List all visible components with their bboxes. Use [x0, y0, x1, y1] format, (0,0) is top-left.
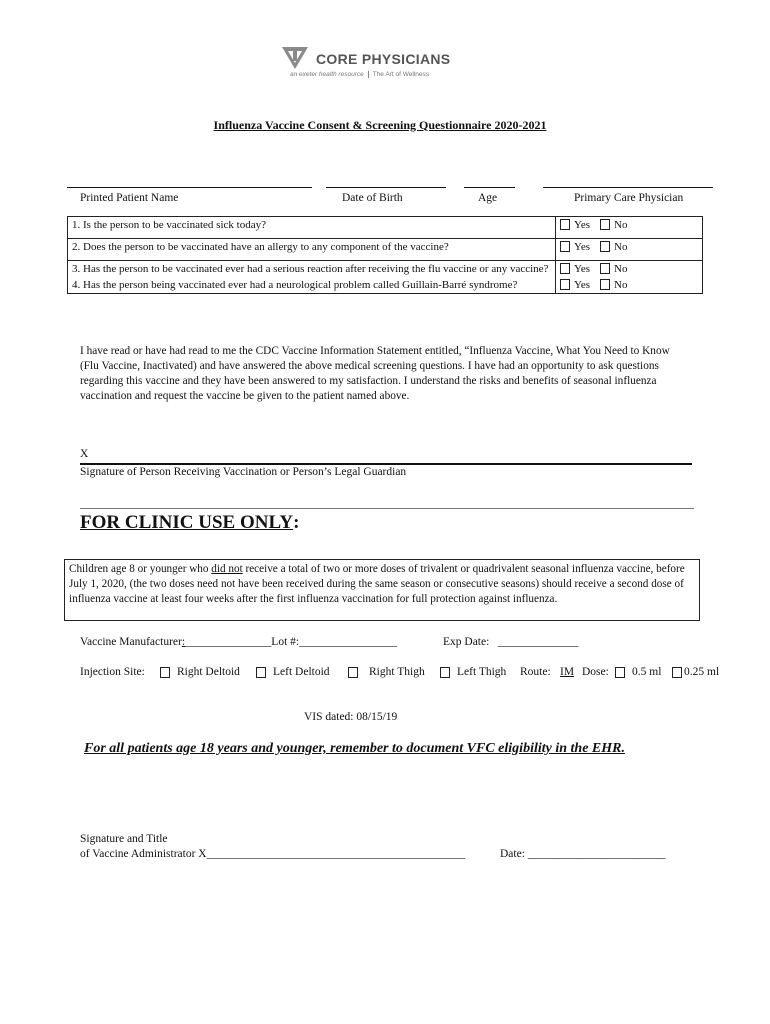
- yes-checkbox[interactable]: [560, 279, 570, 290]
- consent-statement: I have read or have had read to me the CDC Vaccine Information Statement entitled, “Influenza Vaccine, What You Need to Know (Flu Vaccine, Inactivated) and have answered the above medical screening questions. I have had an opportunity to ask questions regarding this vaccine and they have been answered to my satisfaction. I understand the risks and benefits of seasonal influenza vaccination and request the vaccine be given to the patient named above.: [80, 345, 670, 402]
- dob-line[interactable]: [326, 187, 446, 188]
- vfc-eligibility-note: For all patients age 18 years and younger, remember to document VFC eligibility in the EHR.: [84, 741, 625, 756]
- core-physicians-logo: [280, 45, 480, 83]
- lot-field[interactable]: _________________: [299, 636, 397, 648]
- left-deltoid-checkbox[interactable]: [256, 667, 266, 678]
- left-deltoid-label: Left Deltoid: [273, 666, 330, 678]
- question-text: 1. Is the person to be vaccinated sick today?: [68, 217, 556, 239]
- logo-tagline: an exeter health resource: [290, 71, 364, 78]
- vis-dated: VIS dated: 08/15/19: [304, 711, 398, 723]
- admin-date-field[interactable]: Date: ________________________: [500, 848, 666, 860]
- pcp-line[interactable]: [543, 187, 713, 188]
- no-checkbox[interactable]: [600, 241, 610, 252]
- no-checkbox[interactable]: [600, 219, 610, 230]
- question-options: [556, 277, 703, 294]
- yes-checkbox[interactable]: [560, 263, 570, 274]
- admin-signature-field[interactable]: of Vaccine Administrator X_____________________________________________: [80, 848, 466, 860]
- question-text: 2. Does the person to be vaccinated have an allergy to any component of the vaccine?: [68, 239, 556, 261]
- signature-label: Signature of Person Receiving Vaccination or Person’s Legal Guardian: [80, 466, 407, 478]
- dob-label: Date of Birth: [342, 192, 403, 204]
- logo-tagline-row: [290, 71, 429, 78]
- children-dosing-note: [64, 559, 700, 621]
- route-label: Route:: [520, 666, 551, 678]
- dose-05-checkbox[interactable]: [615, 667, 625, 678]
- question-row: [68, 217, 703, 239]
- note-text-end: receive a total of two or more doses of trivalent or quadrivalent seasonal influenza vaccine, before July 1, 2020, (the two doses need not have been received during the same season or consecutive seasons) should receive a second dose of influenza vaccine at least four weeks after the first influenza vaccination for full protection against influenza.: [69, 563, 685, 605]
- no-label: No: [614, 263, 628, 275]
- left-thigh-checkbox[interactable]: [440, 667, 450, 678]
- dose-label: Dose:: [582, 666, 609, 678]
- question-options: [556, 261, 703, 278]
- manufacturer-field[interactable]: _______________: [185, 636, 272, 648]
- logo-name: CORE PHYSICIANS: [316, 51, 451, 67]
- right-thigh-label: Right Thigh: [369, 666, 425, 678]
- exp-date-group: [443, 636, 578, 648]
- question-options: [556, 217, 703, 239]
- yes-checkbox[interactable]: [560, 241, 570, 252]
- right-thigh-checkbox[interactable]: [348, 667, 358, 678]
- exp-date-field[interactable]: ______________: [497, 636, 579, 648]
- right-deltoid-checkbox[interactable]: [160, 667, 170, 678]
- manufacturer-label: Vaccine Manufacturer: [80, 636, 182, 648]
- dose-025-checkbox[interactable]: [672, 667, 682, 678]
- clinic-use-heading-text: FOR CLINIC USE ONLY: [80, 512, 294, 533]
- question-row: [68, 277, 703, 294]
- exp-date-label: Exp Date:: [443, 636, 490, 648]
- screening-questions-table: [67, 216, 703, 294]
- clinic-use-heading: [80, 512, 299, 534]
- no-checkbox[interactable]: [600, 263, 610, 274]
- pcp-label: Primary Care Physician: [574, 192, 684, 204]
- yes-checkbox[interactable]: [560, 219, 570, 230]
- no-label: No: [614, 279, 628, 291]
- admin-signature-title-label: Signature and Title: [80, 833, 168, 845]
- signature-x-mark: X: [80, 448, 89, 460]
- age-line[interactable]: [464, 187, 515, 188]
- left-thigh-label: Left Thigh: [457, 666, 507, 678]
- right-deltoid-label: Right Deltoid: [177, 666, 240, 678]
- question-row: [68, 239, 703, 261]
- dose-05-label: 0.5 ml: [632, 666, 662, 678]
- logo-mark-icon: [280, 45, 310, 71]
- vaccine-manufacturer-row: [80, 636, 397, 648]
- dose-025-label: 0.25 ml: [684, 666, 720, 678]
- question-row: [68, 261, 703, 278]
- question-text: 4. Has the person being vaccinated ever had a neurological problem called Guillain-Barré syndrome?: [68, 277, 556, 294]
- yes-label: Yes: [574, 241, 591, 253]
- section-divider: [80, 508, 694, 509]
- note-text-start: Children age 8 or younger who: [69, 563, 212, 575]
- route-value: IM: [560, 666, 575, 678]
- manufacturer-colon: :: [181, 636, 186, 648]
- no-label: No: [614, 219, 628, 231]
- logo-slogan: The Art of Wellness: [368, 71, 429, 78]
- question-text: 3. Has the person to be vaccinated ever had a serious reaction after receiving the flu vaccine or any vaccine?: [68, 261, 556, 278]
- patient-name-line[interactable]: [67, 187, 312, 188]
- question-options: [556, 239, 703, 261]
- no-label: No: [614, 241, 628, 253]
- no-checkbox[interactable]: [600, 279, 610, 290]
- yes-label: Yes: [574, 263, 591, 275]
- lot-label: Lot #:: [271, 636, 300, 648]
- patient-signature-line[interactable]: [80, 463, 692, 465]
- age-label: Age: [478, 192, 498, 204]
- yes-label: Yes: [574, 279, 591, 291]
- injection-site-label: Injection Site:: [80, 666, 145, 678]
- yes-label: Yes: [574, 219, 591, 231]
- patient-name-label: Printed Patient Name: [80, 192, 179, 204]
- clinic-use-heading-colon: :: [293, 512, 300, 533]
- note-emphasis: did not: [211, 563, 243, 575]
- form-title: Influenza Vaccine Consent & Screening Questionnaire 2020-2021: [213, 118, 547, 132]
